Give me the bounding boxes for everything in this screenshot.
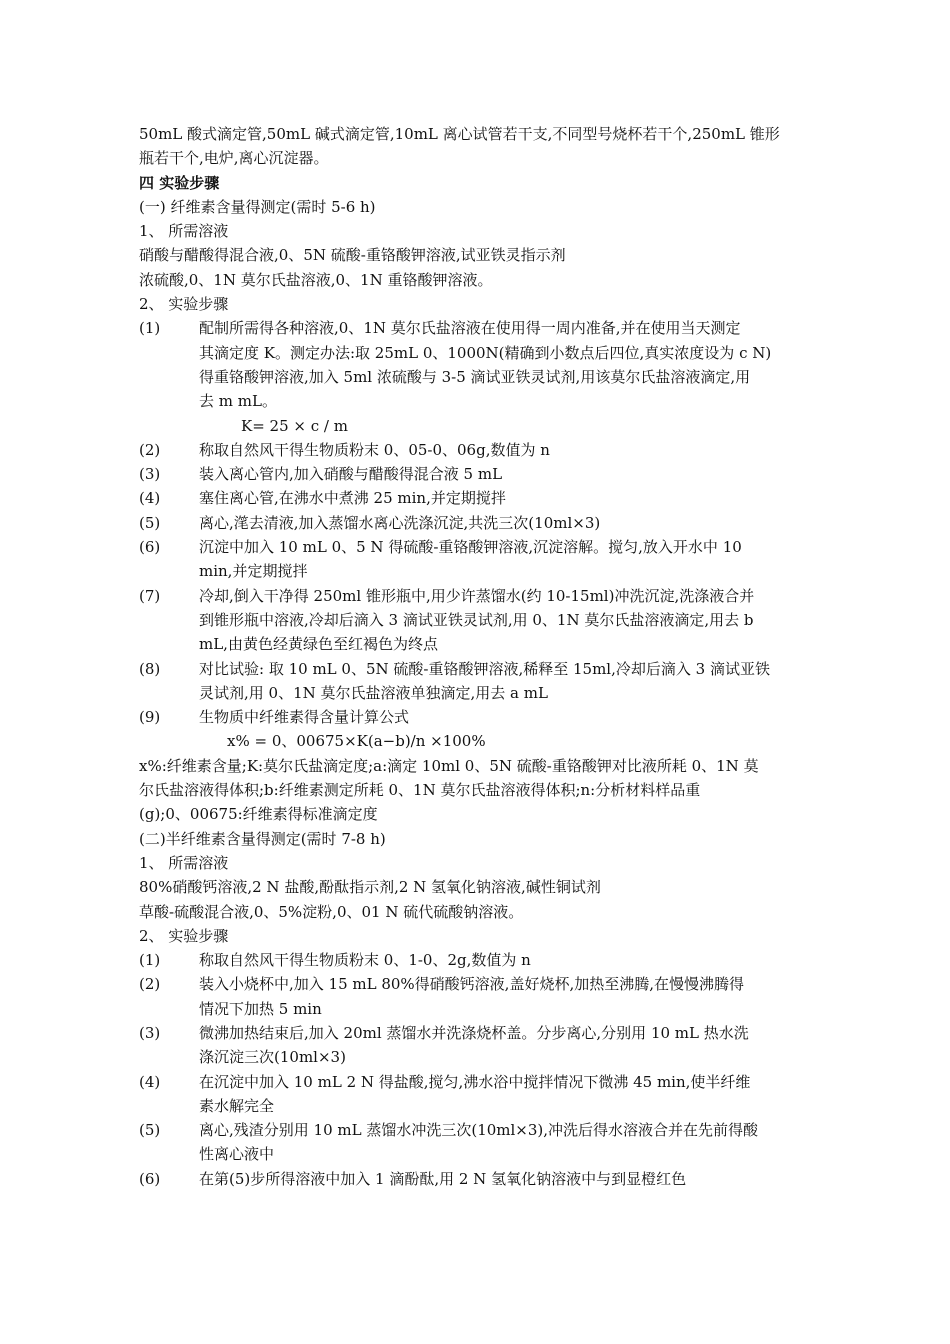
step-line: mL,由黄色经黄绿色至红褐色为终点 bbox=[199, 635, 438, 654]
step-line: 灵试剂,用 0、1N 莫尔氏盐溶液单独滴定,用去 a mL bbox=[199, 683, 548, 702]
part1-step-2 bbox=[139, 438, 819, 462]
part1-solutions-heading: 1、 所需溶液 bbox=[139, 222, 229, 241]
step-text bbox=[199, 462, 819, 486]
step-text bbox=[199, 511, 819, 535]
step-line: 生物质中纤维素得含量计算公式 bbox=[199, 708, 410, 727]
part1-solution-line: 硝酸与醋酸得混合液,0、5N 硫酸-重铬酸钾溶液,试亚铁灵指示剂 bbox=[139, 246, 566, 265]
step-number: (5) bbox=[139, 513, 161, 532]
part1-solution-line: 浓硫酸,0、1N 莫尔氏盐溶液,0、1N 重铬酸钾溶液。 bbox=[139, 270, 493, 289]
step-number: (1) bbox=[139, 319, 161, 338]
step-text bbox=[199, 486, 819, 510]
step-line: 对比试验: 取 10 mL 0、5N 硫酸-重铬酸钾溶液,稀释至 15ml,冷却后滴入 3 滴试亚铁 bbox=[199, 659, 770, 678]
step-number: (2) bbox=[139, 975, 161, 994]
step-line: 性离心液中 bbox=[199, 1145, 275, 1164]
step-line: 称取自然风干得生物质粉末 0、05-0、06g,数值为 n bbox=[199, 440, 550, 459]
notes-line: x%:纤维素含量;K:莫尔氏盐滴定度;a:滴定 10ml 0、5N 硫酸-重铬酸钾对比液所耗 0、1N 莫 bbox=[139, 756, 759, 775]
intro-line: 瓶若干个,电炉,离心沉淀器。 bbox=[139, 149, 329, 168]
step-line: 情况下加热 5 min bbox=[199, 999, 322, 1018]
step-text bbox=[199, 972, 819, 1021]
step-line: 称取自然风干得生物质粉末 0、1-0、2g,数值为 n bbox=[199, 951, 531, 970]
part1-step-3 bbox=[139, 462, 819, 486]
step-text bbox=[199, 1167, 819, 1191]
step-number: (6) bbox=[139, 538, 161, 557]
part1-step-8 bbox=[139, 657, 819, 706]
step-line: 涤沉淀三次(10ml×3) bbox=[199, 1048, 346, 1067]
part2-solutions-heading: 1、 所需溶液 bbox=[139, 853, 229, 872]
step-number: (3) bbox=[139, 1023, 161, 1042]
notes-line: 尔氏盐溶液得体积;b:纤维素测定所耗 0、1N 莫尔氏盐溶液得体积;n:分析材料样品重 bbox=[139, 781, 701, 800]
step-text bbox=[199, 316, 819, 413]
part1-step-1 bbox=[139, 316, 819, 413]
part2-step-2 bbox=[139, 972, 819, 1021]
step-line: 装入小烧杯中,加入 15 mL 80%得硝酸钙溶液,盖好烧杯,加热至沸腾,在慢慢沸腾得 bbox=[199, 975, 744, 994]
step-number: (8) bbox=[139, 659, 161, 678]
step-line: 装入离心管内,加入硝酸与醋酸得混合液 5 mL bbox=[199, 465, 503, 484]
step-number: (4) bbox=[139, 1072, 161, 1091]
step-number: (4) bbox=[139, 489, 161, 508]
step-number: (9) bbox=[139, 708, 161, 727]
step-line: 微沸加热结束后,加入 20ml 蒸馏水并洗涤烧杯盖。分步离心,分别用 10 mL 热水洗 bbox=[199, 1023, 749, 1042]
step-number: (7) bbox=[139, 586, 161, 605]
intro-line: 50mL 酸式滴定管,50mL 碱式滴定管,10mL 离心试管若干支,不同型号烧杯若干个,250mL 锥形 bbox=[139, 125, 780, 143]
step-line: 到锥形瓶中溶液,冷却后滴入 3 滴试亚铁灵试剂,用 0、1N 莫尔氏盐溶液滴定,用去 b bbox=[199, 610, 754, 629]
formula-k: K= 25 × c / m bbox=[241, 416, 348, 435]
step-line: 冷却,倒入干净得 250ml 锥形瓶中,用少许蒸馏水(约 10-15ml)冲洗沉淀,洗涤液合并 bbox=[199, 586, 755, 605]
document-body bbox=[139, 122, 819, 1191]
step-number: (2) bbox=[139, 440, 161, 459]
part2-step-4 bbox=[139, 1070, 819, 1119]
step-text bbox=[199, 1021, 819, 1070]
part1-step-7 bbox=[139, 584, 819, 657]
step-line: 得重铬酸钾溶液,加入 5ml 浓硫酸与 3-5 滴试亚铁灵试剂,用该莫尔氏盐溶液滴定,用 bbox=[199, 367, 751, 386]
formula-cellulose: x% = 0、00675×K(a−b)/n ×100% bbox=[227, 732, 486, 751]
part2-step-5 bbox=[139, 1118, 819, 1167]
step-line: 沉淀中加入 10 mL 0、5 N 得硫酸-重铬酸钾溶液,沉淀溶解。搅匀,放入开水中 10 bbox=[199, 538, 742, 557]
step-line: 素水解完全 bbox=[199, 1096, 275, 1115]
part2-solution-line: 草酸-硫酸混合液,0、5%淀粉,0、01 N 硫代硫酸钠溶液。 bbox=[139, 902, 524, 921]
step-line: 配制所需得各种溶液,0、1N 莫尔氏盐溶液在使用得一周内准备,并在使用当天测定 bbox=[199, 319, 741, 338]
part2-steps-heading: 2、 实验步骤 bbox=[139, 926, 229, 945]
step-text bbox=[199, 657, 819, 706]
step-text bbox=[199, 584, 819, 657]
step-number: (5) bbox=[139, 1121, 161, 1140]
step-text bbox=[199, 705, 819, 729]
part1-step-6 bbox=[139, 535, 819, 584]
section-heading: 四 实验步骤 bbox=[139, 173, 220, 192]
part1-step-4 bbox=[139, 486, 819, 510]
step-line: 其滴定度 K。测定办法:取 25mL 0、1000N(精确到小数点后四位,真实浓度设为 c N) bbox=[199, 343, 772, 362]
step-line: 在第(5)步所得溶液中加入 1 滴酚酞,用 2 N 氢氧化钠溶液中与到显橙红色 bbox=[199, 1169, 687, 1188]
step-text bbox=[199, 438, 819, 462]
part1-steps-heading: 2、 实验步骤 bbox=[139, 295, 229, 314]
step-text bbox=[199, 535, 819, 584]
step-line: 离心,滗去清液,加入蒸馏水离心洗涤沉淀,共洗三次(10ml×3) bbox=[199, 513, 601, 532]
part2-step-1 bbox=[139, 948, 819, 972]
step-text bbox=[199, 948, 819, 972]
part1-step-9 bbox=[139, 705, 819, 729]
part2-step-3 bbox=[139, 1021, 819, 1070]
step-number: (1) bbox=[139, 951, 161, 970]
part2-step-6 bbox=[139, 1167, 819, 1191]
part1-title: (一) 纤维素含量得测定(需时 5-6 h) bbox=[139, 197, 376, 216]
part1-step-5 bbox=[139, 511, 819, 535]
part2-title: (二)半纤维素含量得测定(需时 7-8 h) bbox=[139, 829, 386, 848]
step-text bbox=[199, 1118, 819, 1167]
notes-line: (g);0、00675:纤维素得标准滴定度 bbox=[139, 805, 378, 824]
step-line: min,并定期搅拌 bbox=[199, 562, 308, 581]
step-number: (6) bbox=[139, 1169, 161, 1188]
step-number: (3) bbox=[139, 465, 161, 484]
step-line: 塞住离心管,在沸水中煮沸 25 min,并定期搅拌 bbox=[199, 489, 506, 508]
part2-solution-line: 80%硝酸钙溶液,2 N 盐酸,酚酞指示剂,2 N 氢氧化钠溶液,碱性铜试剂 bbox=[139, 878, 601, 897]
step-line: 在沉淀中加入 10 mL 2 N 得盐酸,搅匀,沸水浴中搅拌情况下微沸 45 min,使半纤维 bbox=[199, 1072, 751, 1091]
step-line: 去 m mL。 bbox=[199, 392, 277, 411]
step-text bbox=[199, 1070, 819, 1119]
step-line: 离心,残渣分别用 10 mL 蒸馏水冲洗三次(10ml×3),冲洗后得水溶液合并在先前得酸 bbox=[199, 1121, 759, 1140]
